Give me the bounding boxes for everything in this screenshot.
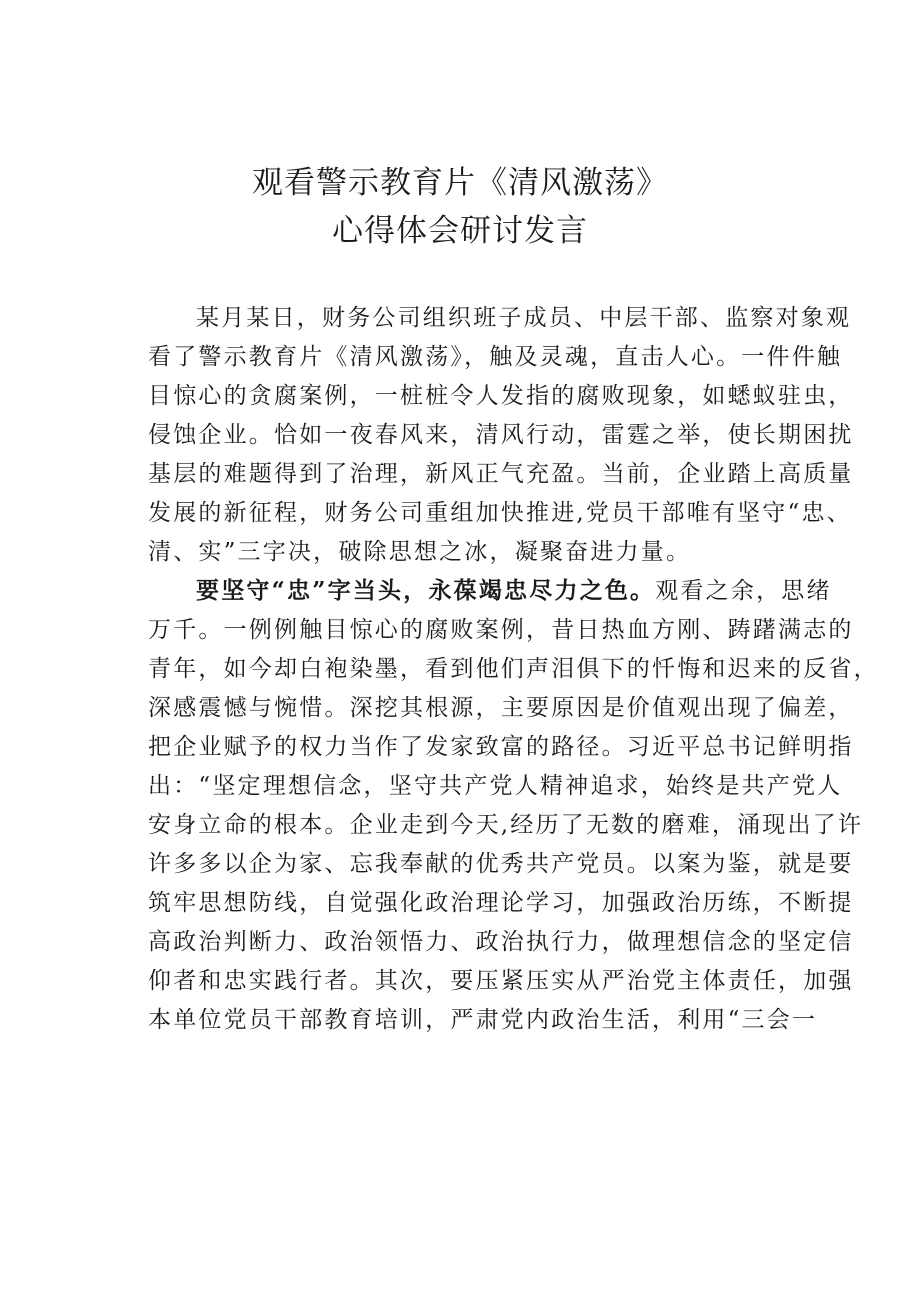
- paragraph-1-line: 某月某日，财务公司组织班子成员、中层干部、监察对象观: [196, 305, 852, 331]
- paragraph-2-line: 高政治判断力、政治领悟力、政治执行力，做理想信念的坚定信: [148, 929, 854, 955]
- paragraph-2-line: 仰者和忠实践行者。其次，要压紧压实从严治党主体责任，加强: [148, 968, 854, 994]
- paragraph-2-line: 安身立命的根本。企业走到今天,经历了无数的磨难，涌现出了许: [148, 812, 864, 838]
- paragraph-2-first-line-text: 观看之余，思绪: [655, 578, 832, 604]
- paragraph-1-line: 看了警示教育片《清风激荡》，触及灵魂，直击人心。一件件触: [148, 344, 843, 370]
- paragraph-2-line: 万千。一例例触目惊心的腐败案例，昔日热血方刚、踌躇满志的: [148, 617, 854, 643]
- paragraph-2-line: 深感震憾与惋惜。深挖其根源，主要原因是价值观出现了偏差，: [148, 695, 854, 721]
- paragraph-1-line: 基层的难题得到了治理，新风正气充盈。当前，企业踏上高质量: [148, 461, 854, 487]
- paragraph-1-line: 清、实”三字决，破除思想之冰，凝聚奋进力量。: [148, 539, 692, 565]
- paragraph-2-heading: 要坚守“忠”字当头，永葆竭忠尽力之色。: [196, 577, 656, 604]
- paragraph-2-line: 把企业赋予的权力当作了发家致富的路径。习近平总书记鲜明指: [148, 734, 854, 760]
- paragraph-1-line: 侵蚀企业。恰如一夜春风来，清风行动，雷霆之举，使长期困扰: [148, 422, 854, 448]
- paragraph-2-line: 本单位党员干部教育培训，严肃党内政治生活，利用“三会一: [148, 1007, 818, 1033]
- paragraph-1-line: 发展的新征程，财务公司重组加快推进,党员干部唯有坚守“忠、: [148, 500, 852, 526]
- paragraph-2-first-line: [196, 576, 832, 606]
- paragraph-2-line: 筑牢思想防线，自觉强化政治理论学习，加强政治历练，不断提: [148, 890, 854, 916]
- paragraph-1-line: 目惊心的贪腐案例，一桩桩令人发指的腐败现象，如蟋蚁驻虫，: [148, 383, 854, 409]
- paragraph-2-line: 青年，如今却白袍染墨，看到他们声泪俱下的忏悔和迟来的反省，: [148, 656, 879, 682]
- paragraph-2-line: 出：“坚定理想信念，坚守共产党人精神追求，始终是共产党人: [148, 773, 843, 799]
- document-title-line-1: 观看警示教育片《清风激荡》: [252, 165, 668, 201]
- document-title-line-2: 心得体会研讨发言: [332, 213, 588, 249]
- paragraph-2-line: 许多多以企为家、忘我奉献的优秀共产党员。以案为鉴，就是要: [148, 851, 854, 877]
